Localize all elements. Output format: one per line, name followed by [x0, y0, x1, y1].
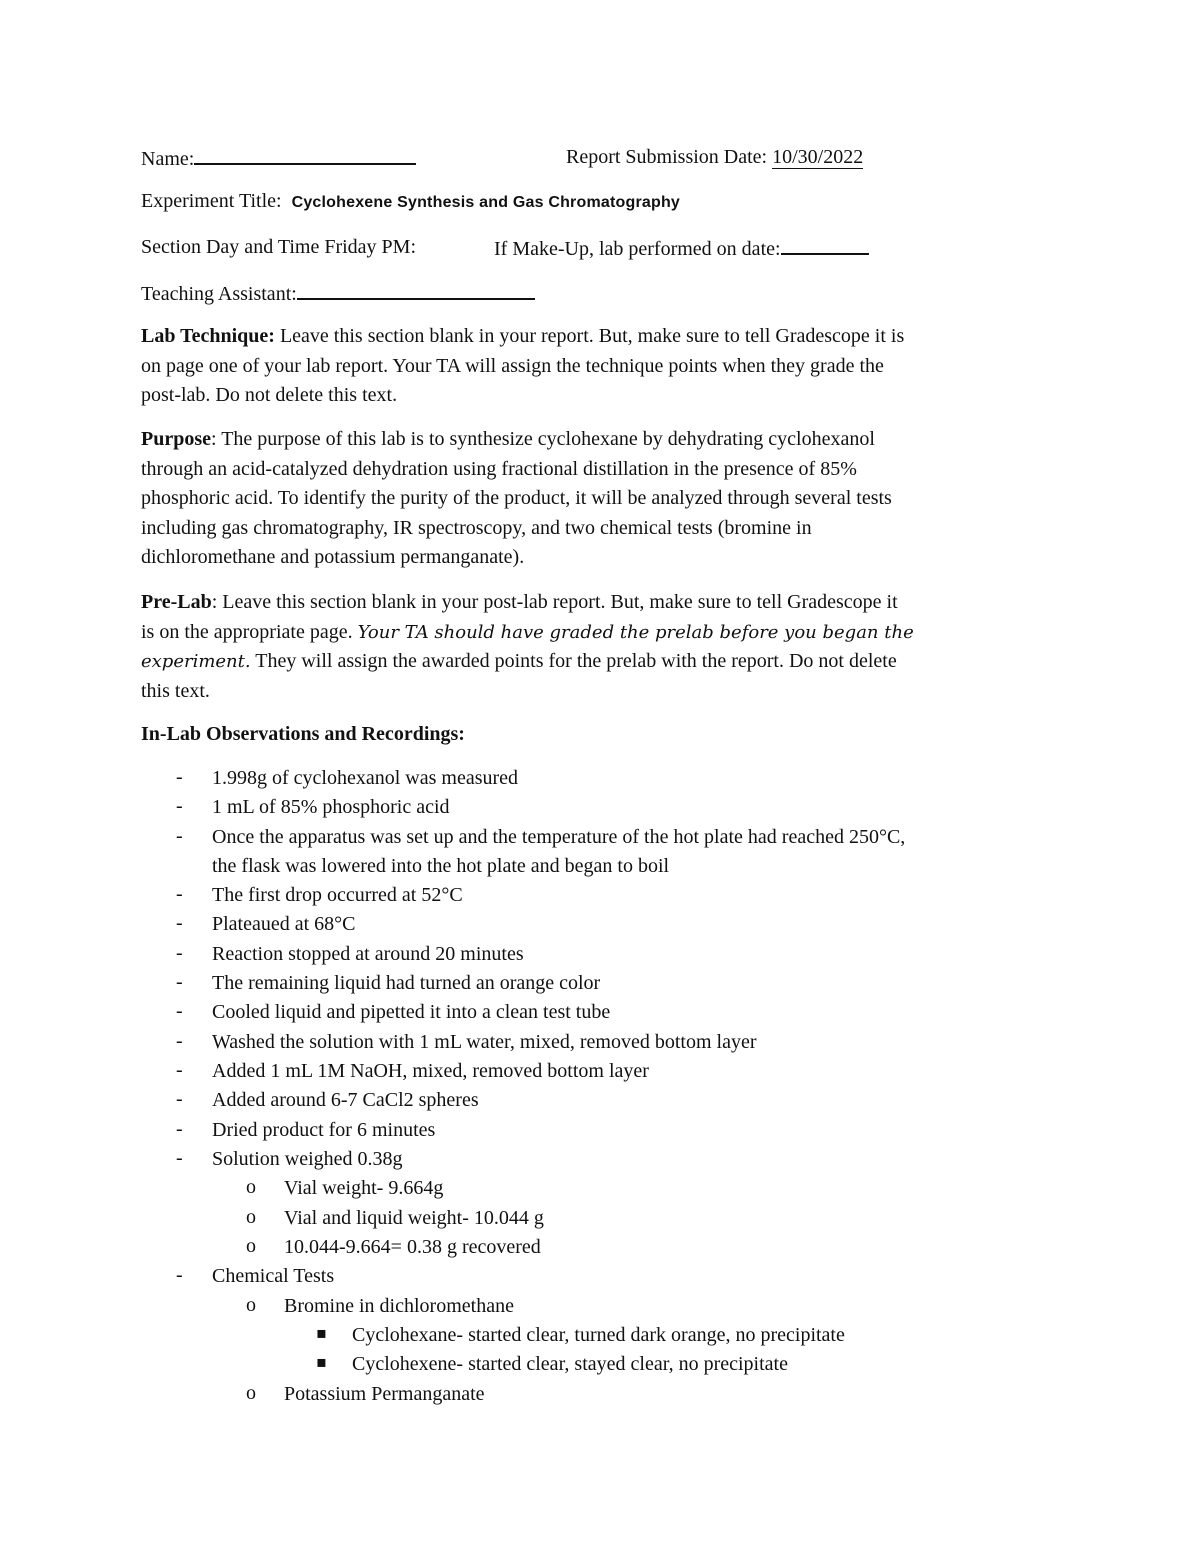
list-item: Potassium Permanganate [284, 1383, 485, 1405]
lab-technique-line: on page one of your lab report. Your TA will assign the technique points when they grade the [141, 354, 884, 377]
list-item: Vial weight- 9.664g [284, 1177, 444, 1199]
prelab-italic-text: experiment. [141, 651, 251, 672]
list-item: 1.998g of cyclohexanol was measured [212, 767, 519, 789]
dash-bullet: - [176, 942, 183, 964]
experiment-title-field [141, 189, 680, 215]
experiment-label: Experiment Title: [141, 190, 282, 212]
list-item-continuation: the flask was lowered into the hot plate and began to boil [212, 855, 670, 877]
dash-bullet: - [176, 1059, 183, 1081]
prelab-line: : Leave this section blank in your post-lab report. But, make sure to tell Gradescope it [211, 591, 898, 613]
purpose-heading: Purpose [141, 428, 211, 450]
list-item: Cooled liquid and pipetted it into a clean test tube [212, 1001, 611, 1023]
list-item: Plateaued at 68°C [212, 913, 356, 935]
circle-bullet: o [246, 1294, 256, 1316]
list-item: Washed the solution with 1 mL water, mixed, removed bottom layer [212, 1031, 757, 1053]
dash-bullet: - [176, 1000, 183, 1022]
list-item: 1 mL of 85% phosphoric acid [212, 796, 450, 818]
list-item: Dried product for 6 minutes [212, 1119, 436, 1141]
ta-blank[interactable] [297, 280, 535, 300]
list-item: Cyclohexane- started clear, turned dark orange, no precipitate [352, 1324, 845, 1346]
dash-bullet: - [176, 825, 183, 847]
prelab-line: is on the appropriate page. [141, 620, 358, 643]
dash-bullet: - [176, 766, 183, 788]
makeup-field [494, 235, 869, 261]
experiment-title: Cyclohexene Synthesis and Gas Chromatography [291, 194, 681, 211]
list-item: Vial and liquid weight- 10.044 g [284, 1207, 544, 1229]
dash-bullet: - [176, 1264, 183, 1286]
purpose-line: including gas chromatography, IR spectroscopy, and two chemical tests (bromine in [141, 516, 812, 539]
submission-date: 10/30/2022 [772, 146, 864, 168]
list-item: Bromine in dichloromethane [284, 1295, 514, 1317]
purpose-line: : The purpose of this lab is to synthesize cyclohexane by dehydrating cyclohexanol [211, 428, 875, 450]
list-item: Chemical Tests [212, 1265, 335, 1287]
prelab-line: this text. [141, 679, 210, 702]
prelab-italic-text: Your TA should have graded the prelab before you began the [357, 621, 914, 643]
purpose-line: dichloromethane and potassium permanganate). [141, 546, 525, 568]
submission-date-field [566, 145, 863, 169]
lab-technique-line: post-lab. Do not delete this text. [141, 384, 398, 406]
name-blank[interactable] [194, 145, 416, 165]
list-item: The remaining liquid had turned an orange color [212, 972, 601, 994]
list-item: Reaction stopped at around 20 minutes [212, 943, 524, 965]
dash-bullet: - [176, 1088, 183, 1110]
prelab-section [141, 588, 1061, 706]
name-label: Name: [141, 148, 195, 170]
inlab-heading: In-Lab Observations and Recordings: [141, 723, 465, 745]
dash-bullet: - [176, 1030, 183, 1052]
dash-bullet: - [176, 1118, 183, 1140]
dash-bullet: - [176, 912, 183, 934]
list-item: 10.044-9.664= 0.38 g recovered [284, 1236, 541, 1258]
ta-label: Teaching Assistant: [141, 283, 297, 305]
list-item: Cyclohexene- started clear, stayed clear, no precipitate [352, 1353, 788, 1375]
prelab-line: They will assign the awarded points for the prelab with the report. Do not delete [250, 650, 897, 672]
list-item: Added 1 mL 1M NaOH, mixed, removed bottom layer [212, 1060, 649, 1082]
prelab-heading: Pre-Lab [141, 591, 212, 613]
submission-label: Report Submission Date: [566, 146, 773, 168]
name-field [141, 145, 416, 171]
lab-technique-line: Leave this section blank in your report. But, make sure to tell Gradescope it is [274, 325, 905, 347]
square-bullet: ▪ [316, 1323, 327, 1342]
circle-bullet: o [246, 1176, 256, 1198]
makeup-date-blank[interactable] [781, 235, 869, 255]
makeup-label: If Make-Up, lab performed on date: [494, 238, 781, 260]
ta-field [141, 280, 535, 306]
list-item: Added around 6-7 CaCl2 spheres [212, 1089, 479, 1111]
purpose-line: phosphoric acid. To identify the purity of the product, it will be analyzed through several tests [141, 487, 892, 509]
purpose-section [141, 425, 1061, 573]
list-item: Once the apparatus was set up and the temperature of the hot plate had reached 250°C, [212, 826, 906, 848]
purpose-line: through an acid-catalyzed dehydration using fractional distillation in the presence of 85% [141, 457, 857, 480]
lab-technique-section [141, 322, 1061, 411]
section-label: Section Day and Time Friday PM: [141, 236, 417, 258]
list-item: Solution weighed 0.38g [212, 1148, 403, 1170]
dash-bullet: - [176, 971, 183, 993]
circle-bullet: o [246, 1235, 256, 1257]
circle-bullet: o [246, 1206, 256, 1228]
list-item: The first drop occurred at 52°C [212, 884, 463, 906]
square-bullet: ▪ [316, 1352, 327, 1371]
dash-bullet: - [176, 1147, 183, 1169]
dash-bullet: - [176, 795, 183, 817]
dash-bullet: - [176, 883, 183, 905]
circle-bullet: o [246, 1382, 256, 1404]
section-field [141, 235, 416, 259]
lab-technique-heading: Lab Technique: [141, 325, 275, 347]
